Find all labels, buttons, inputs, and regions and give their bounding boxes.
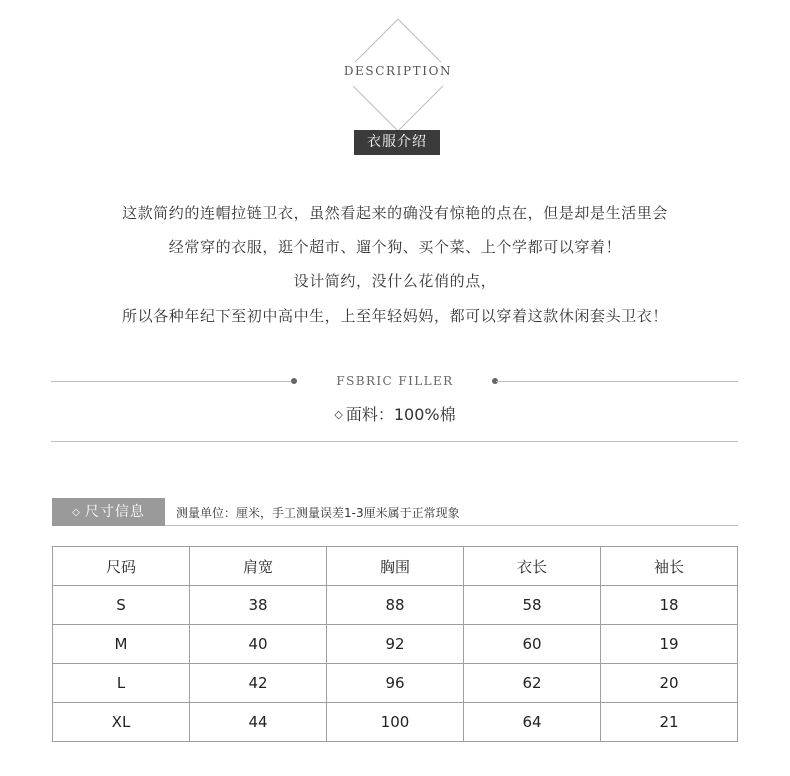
table-row	[53, 586, 738, 625]
table-cell: 62	[464, 664, 601, 703]
table-cell: 42	[190, 664, 327, 703]
description-line-2: 经常穿的衣服，逛个超市、遛个狗、买个菜、上个学都可以穿着！	[168, 238, 622, 256]
description-line-4: 所以各种年纪下至初中高中生，上至年轻妈妈，都可以穿着这款休闲套头卫衣！	[121, 307, 668, 325]
table-cell: M	[53, 625, 190, 664]
fabric-rule-left	[51, 381, 293, 382]
fabric-dot-left	[291, 378, 297, 384]
table-cell: 100	[327, 703, 464, 742]
size-info-title: 尺寸信息	[84, 504, 145, 520]
description-line-1: 这款简约的连帽拉链卫衣，虽然看起来的确没有惊艳的点在，但是却是生活里会	[121, 204, 668, 222]
diamond-outline-icon: ◇	[72, 507, 81, 518]
table-cell: 92	[327, 625, 464, 664]
table-row	[53, 625, 738, 664]
table-cell: 60	[464, 625, 601, 664]
fabric-bottom-rule	[51, 441, 738, 442]
table-cell: 20	[601, 664, 738, 703]
table-cell: 19	[601, 625, 738, 664]
size-measure-note: 测量单位：厘米，手工测量误差1-3厘米属于正常现象	[176, 506, 460, 520]
table-cell: 38	[190, 586, 327, 625]
table-row	[53, 664, 738, 703]
table-header-row	[53, 547, 738, 586]
table-header-cell: 尺码	[53, 547, 190, 586]
table-cell: S	[53, 586, 190, 625]
table-cell: 44	[190, 703, 327, 742]
table-cell: 58	[464, 586, 601, 625]
fabric-title: FSBRIC FILLER	[336, 374, 454, 388]
diamond-outline-icon: ◇	[334, 408, 343, 421]
fabric-info	[0, 402, 790, 425]
size-info-rule	[165, 525, 738, 526]
table-header-cell: 衣长	[464, 547, 601, 586]
size-info-tag	[52, 498, 165, 526]
fabric-text: 面料：100%棉	[345, 405, 456, 424]
size-table	[52, 546, 738, 742]
table-header-cell: 袖长	[601, 547, 738, 586]
table-cell: XL	[53, 703, 190, 742]
table-cell: 64	[464, 703, 601, 742]
table-cell: 40	[190, 625, 327, 664]
table-cell: 18	[601, 586, 738, 625]
section-title-tag: 衣服介绍	[354, 130, 440, 155]
table-cell: 88	[327, 586, 464, 625]
table-cell: 21	[601, 703, 738, 742]
table-header-cell: 胸围	[327, 547, 464, 586]
description-label: DESCRIPTION	[343, 64, 453, 78]
table-cell: L	[53, 664, 190, 703]
table-header-cell: 肩宽	[190, 547, 327, 586]
description-line-3: 设计简约，没什么花俏的点，	[293, 272, 497, 290]
table-row	[53, 703, 738, 742]
table-cell: 96	[327, 664, 464, 703]
fabric-rule-right	[496, 381, 738, 382]
